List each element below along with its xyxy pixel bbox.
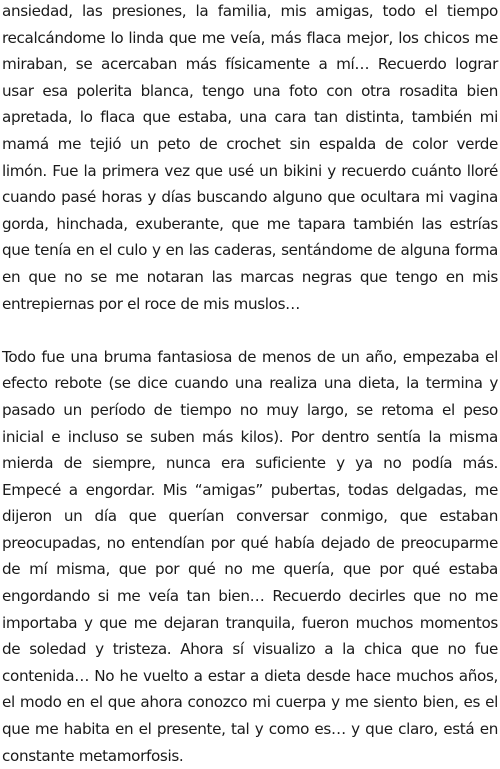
paragraph-1: ansiedad, las presiones, la familia, mis amigas, todo el tiempo recalcándome lo linda que me veía, más flaca mejor, los chicos me miraban, se acercaban más físicamente a mí… Recuerdo lograr usar esa polerita blanca, tengo una foto con otra rosadita bien apretada, lo flaca que estaba, una cara tan distinta, también mi mamá me tejió un peto de crochet sin espalda de color verde limón. Fue la primera vez que usé un bikini y recuerdo cuánto lloré cuando pasé horas y días buscando alguno que ocultara mi vagina gorda, hinchada, exuberante, que me tapara también las estrías que tenía en el culo y en las caderas, sentándome de alguna forma en que no se me notaran las marcas negras que tengo en mis entrepiernas por el roce de mis muslos…: [2, 2, 498, 313]
paragraph-2: Todo fue una bruma fantasiosa de menos de un año, empezaba el efecto rebote (se dice cuando una realiza una dieta, la termina y pasado un período de tiempo no muy largo, se retoma el peso inicial e incluso se suben más kilos). Por dentro sentía la misma mierda de siempre, nunca era suficiente y ya no podía más. Empecé a engordar. Mis “amigas” pubertas, todas delgadas, me dijeron un día que querían conversar conmigo, que estaban preocupadas, no entendían por qué había dejado de preocuparme de mí misma, que por qué no me quería, que por qué estaba engordando si me veía tan bien… Recuerdo decirles que no me importaba y que me dejaran tranquila, fueron muchos momentos de soledad y tristeza. Ahora sí visualizo a la chica que no fue contenida… No he vuelto a estar a dieta desde hace muchos años, el modo en el que ahora conozco mi cuerpa y me siento bien, es el que me habita en el presente, tal y como es… y que claro, está en constante metamorfosis.: [2, 347, 498, 765]
paragraph-spacer: [2, 317, 498, 344]
document-page: [2, 0, 498, 769]
